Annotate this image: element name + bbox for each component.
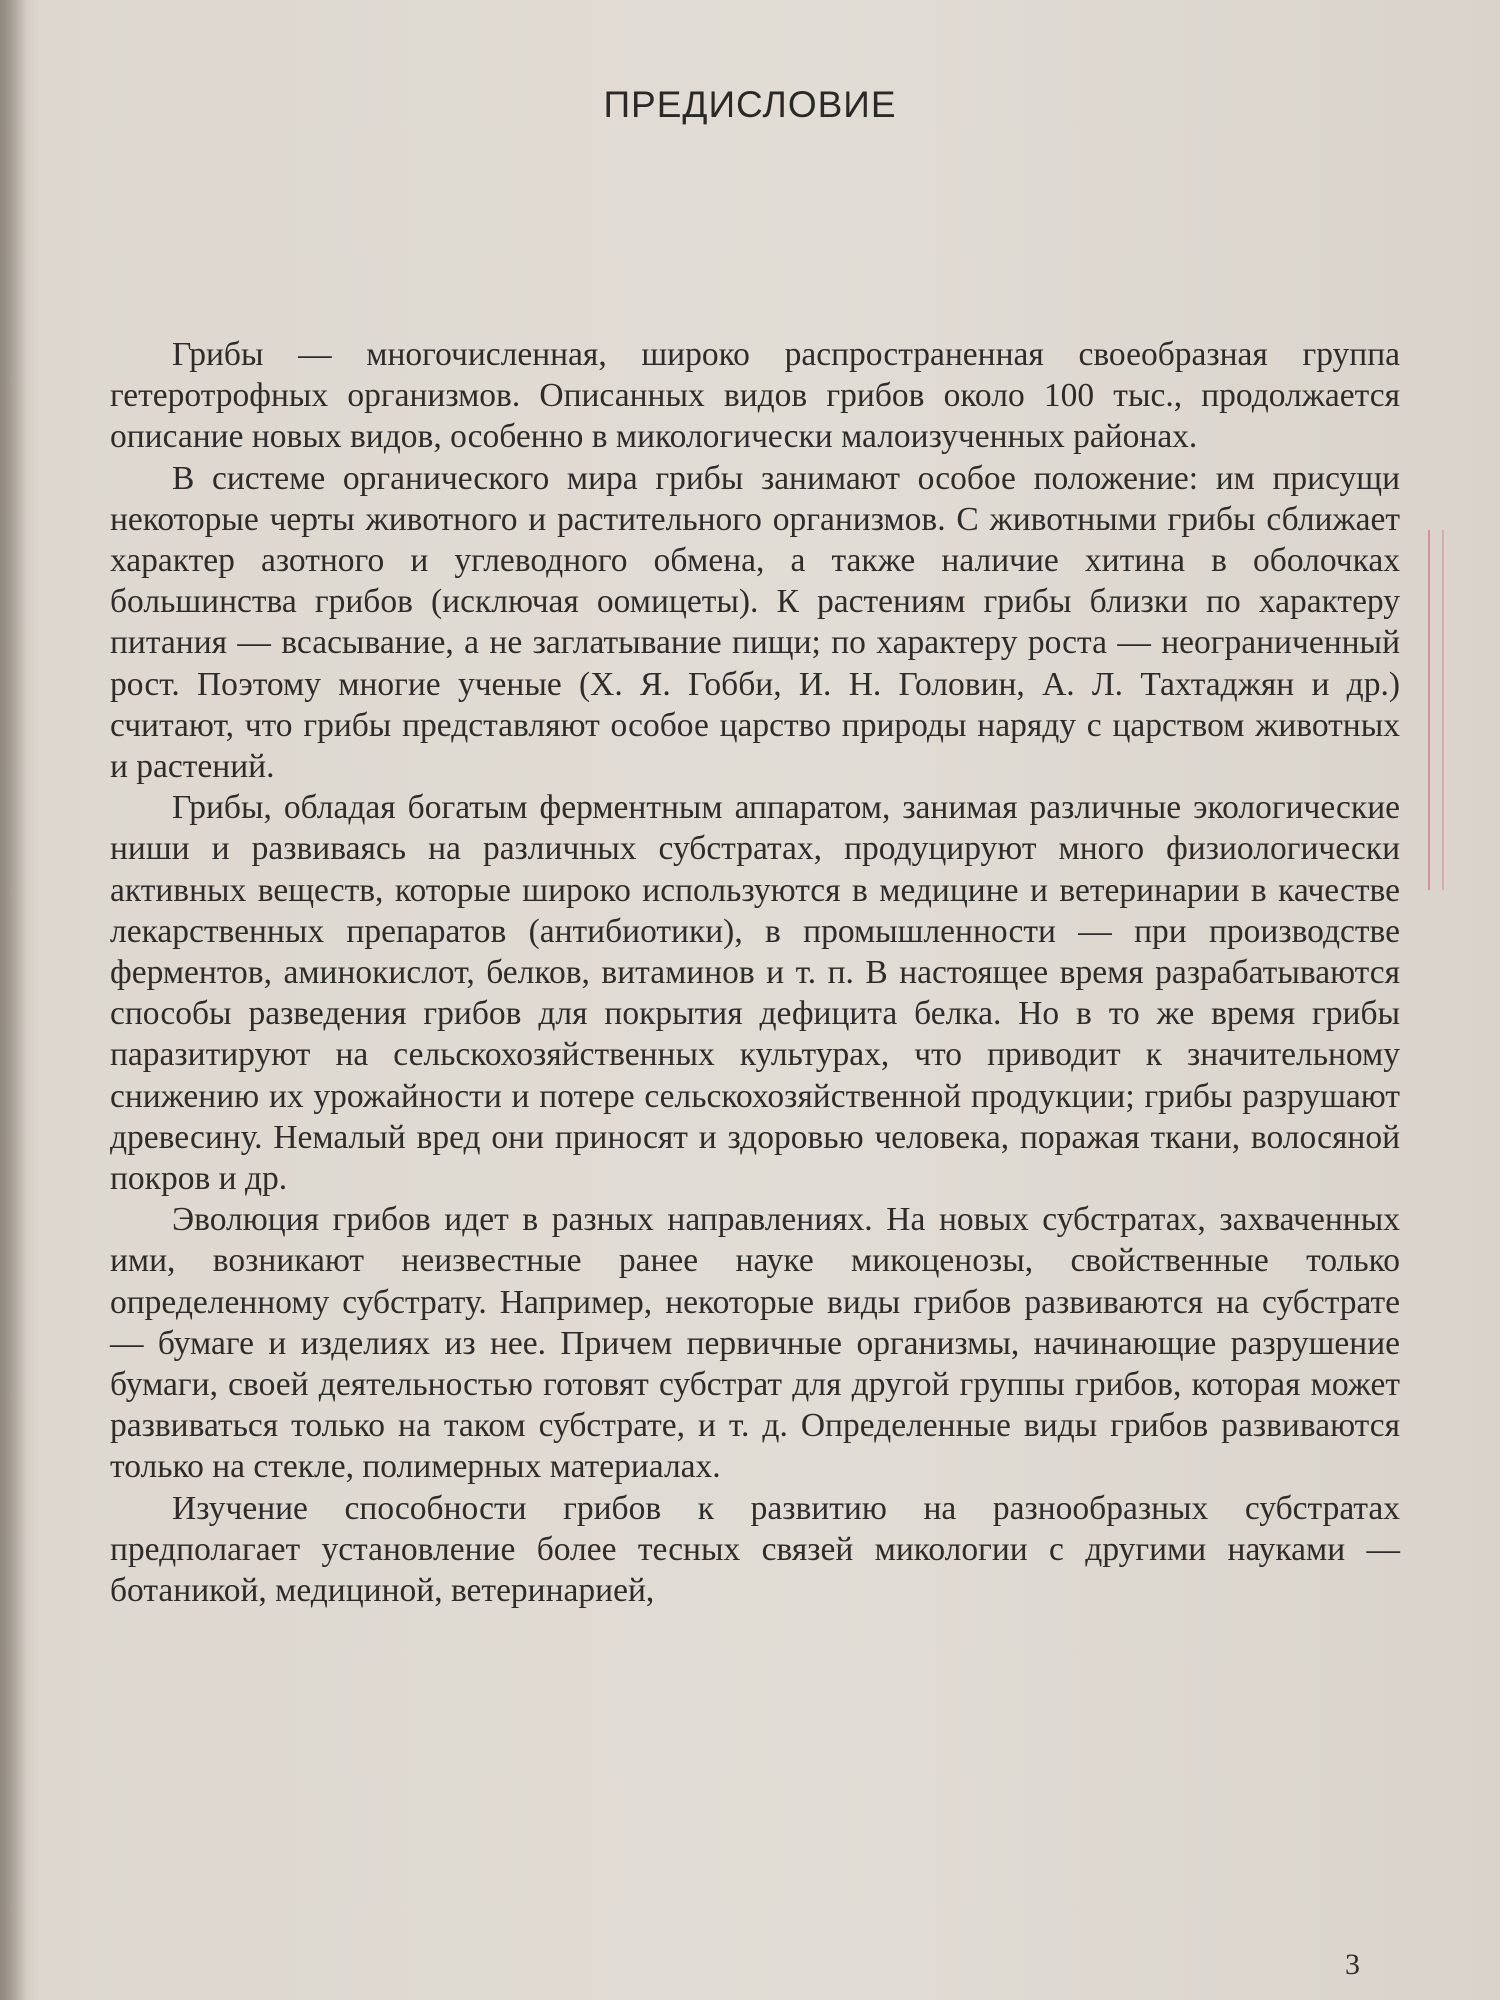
paragraph: Грибы — многочисленная, широко распространенная своеобразная группа гетеротрофных организмов. Описанных видов грибов около 100 тыс., продолжается описание новых видов, особенно в микологически малоизученных районах.: [110, 336, 1400, 456]
paragraph: Изучение способности грибов к развитию на разнообразных субстратах предполагает установление более тесных связей микологии с другими науками — ботаникой, медициной, ветеринарией,: [110, 1489, 1400, 1610]
spine-shadow: [0, 0, 26, 2000]
paragraph: Грибы, обладая богатым ферментным аппаратом, занимая различные экологические ниши и развиваясь на различных субстратах, продуцируют много физиологически активных веществ, которые широко используются в медицине и ветеринарии в качестве лекарственных препаратов (антибиотики), в промышленности — при производстве ферментов, аминокислот, белков, витаминов и т. п. В настоящее время разрабатываются способы разведения грибов для покрытия дефицита белка. Но в то же время грибы паразитируют на сельскохозяйственных культурах, что приводит к значительному снижению их урожайности и потере сельскохозяйственной продукции; грибы разрушают древесину. Немалый вред они приносят и здоровью человека, поражая ткани, волосяной покров и др.: [110, 789, 1400, 1198]
paragraph: Эволюция грибов идет в разных направлениях. На новых субстратах, захваченных ими, возникают неизвестные ранее науке микоценозы, свойственные только определенному субстрату. Например, некоторые виды грибов развиваются на субстрате — бумаге и изделиях из нее. Причем первичные организмы, начинающие разрушение бумаги, своей деятельностью готовят субстрат для другой группы грибов, которая может развиваться только на таком субстрате, и т. д. Определенные виды грибов развиваются только на стекле, полимерных материалах.: [110, 1201, 1400, 1486]
body-text: [110, 334, 1400, 1611]
page-title: ПРЕДИСЛОВИЕ: [603, 84, 897, 125]
paragraph: В системе органического мира грибы занимают особое положение: им присущи некоторые черты животного и растительного организмов. С животными грибы сближает характер азотного и углеводного обмена, а также наличие хитина в оболочках большинства грибов (исключая оомицеты). К растениям грибы близки по характеру питания — всасывание, а не заглатывание пищи; по характеру роста — неограниченный рост. Поэтому многие ученые (Х. Я. Гобби, И. Н. Головин, А. Л. Тахтаджян и др.) считают, что грибы представляют особое царство природы наряду с царством животных и растений.: [110, 459, 1400, 786]
page-number: 3: [1345, 1948, 1360, 1981]
margin-pencil-mark: [1428, 530, 1444, 890]
